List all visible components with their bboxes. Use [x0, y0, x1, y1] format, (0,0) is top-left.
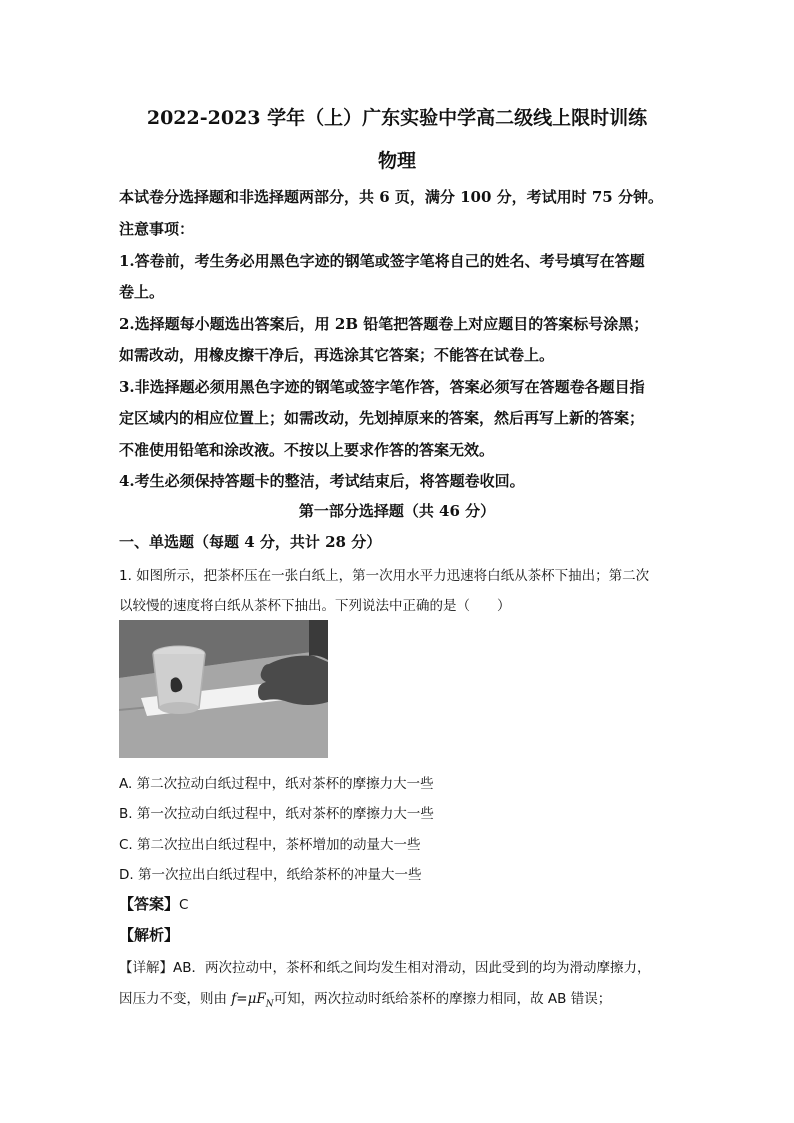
question-stem-line: 以较慢的速度将白纸从茶杯下抽出。下列说法中正确的是（ ） — [119, 598, 511, 614]
option-c: C. 第二次拉出白纸过程中，茶杯增加的动量大一些 — [119, 837, 421, 853]
option-d: D. 第一次拉出白纸过程中，纸给茶杯的冲量大一些 — [119, 867, 422, 883]
section-heading: 一、单选题（每题 4 分，共计 28 分） — [119, 533, 382, 551]
option-a: A. 第二次拉动白纸过程中，纸对茶杯的摩擦力大一些 — [119, 776, 434, 792]
option-b: B. 第一次拉动白纸过程中，纸对茶杯的摩擦力大一些 — [119, 806, 434, 822]
detail-line — [119, 987, 611, 1010]
notes-heading: 注意事项： — [119, 220, 195, 238]
teacup-paper-illustration — [119, 620, 328, 758]
exam-title: 2022-2023 学年（上）广东实验中学高二级线上限时训练 — [146, 107, 648, 129]
instruction-line: 1.答卷前，考生务必用黑色字迹的钢笔或签字笔将自己的姓名、考号填写在答题 — [119, 252, 645, 270]
intro-text: 本试卷分选择题和非选择题两部分，共 6 页，满分 100 分，考试用时 75 分钟。 — [119, 188, 663, 206]
instruction-line: 如需改动，用橡皮擦干净后，再选涂其它答案；不能答在试卷上。 — [119, 346, 555, 364]
answer-line — [119, 893, 188, 914]
detail-text: 因压力不变，则由 — [119, 991, 232, 1007]
instruction-line: 3.非选择题必须用黑色字迹的钢笔或签字笔作答，答案必须写在答题卷各题目指 — [119, 378, 645, 396]
friction-formula: f=μF — [231, 991, 266, 1007]
answer-value: C — [179, 897, 189, 913]
formula-subscript: N — [265, 999, 274, 1010]
instruction-line: 卷上。 — [119, 283, 165, 301]
question-stem-line: 1. 如图所示，把茶杯压在一张白纸上，第一次用水平力迅速将白纸从茶杯下抽出；第二次 — [119, 568, 650, 584]
instruction-line: 4.考生必须保持答题卡的整洁，考试结束后，将答题卷收回。 — [119, 472, 525, 490]
teacup-paper-photo — [119, 620, 328, 758]
answer-label: 【答案】 — [119, 895, 180, 913]
instruction-line: 不准使用铅笔和涂改液。不按以上要求作答的答案无效。 — [119, 441, 495, 459]
instruction-line: 定区域内的相应位置上；如需改动，先划掉原来的答案，然后再写上新的答案； — [119, 409, 645, 427]
analysis-label: 【解析】 — [119, 926, 180, 944]
subject-title: 物理 — [377, 150, 416, 172]
instruction-line: 2.选择题每小题选出答案后，用 2B 铅笔把答题卷上对应题目的答案标号涂黑； — [119, 315, 649, 333]
part-heading: 第一部分选择题（共 46 分） — [298, 502, 496, 520]
detail-line: 【详解】AB．两次拉动中，茶杯和纸之间均发生相对滑动，因此受到的均为滑动摩擦力， — [119, 960, 651, 976]
detail-text: 可知，两次拉动时纸给茶杯的摩擦力相同，故 AB 错误； — [273, 991, 612, 1007]
